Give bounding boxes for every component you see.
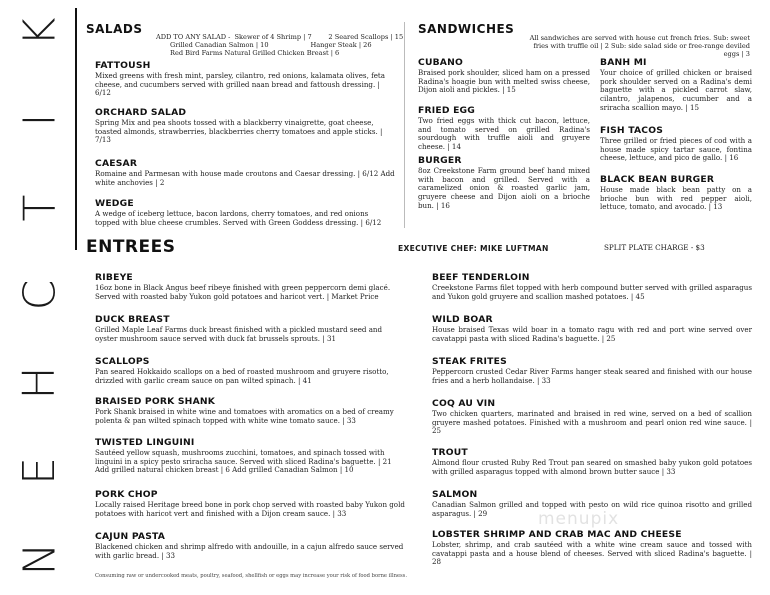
kitchen-letter: H: [14, 366, 65, 400]
entree-item: [432, 398, 752, 436]
entree-name: BRAISED PORK SHANK: [95, 396, 216, 407]
sandwiches-heading: SANDWICHES: [418, 22, 515, 36]
entree-name: RIBEYE: [95, 272, 133, 283]
entree-description: Lobster, shrimp, and crab sautéed with a white wine cream sauce and tossed with cavatappi pasta and a house blend of cheeses. Served with sliced Radina's baguette. | 28: [432, 540, 752, 567]
salad-name: ORCHARD SALAD: [95, 107, 187, 118]
sandwich-name: FRIED EGG: [418, 105, 476, 116]
entree-description: Pork Shank braised in white wine and tomatoes with aromatics on a bed of creamy polenta & pan wilted spinach topped with white wine tomato sauce. | 33: [95, 407, 394, 425]
entree-item: [432, 314, 752, 343]
sandwich-description: Two fried eggs with thick cut bacon, lettuce, and tomato served on grilled Radina's sourdough with truffle aioli and gruyere cheese. | 14: [418, 116, 590, 152]
sandwich-item: [600, 57, 752, 113]
entrees-heading: ENTREES: [86, 237, 176, 257]
sandwich-name: BLACK BEAN BURGER: [600, 174, 715, 185]
entree-item: [95, 272, 405, 301]
entree-item: [95, 489, 405, 518]
entree-name: SCALLOPS: [95, 356, 150, 367]
entree-name: BEEF TENDERLOIN: [432, 272, 530, 283]
sandwich-name: FISH TACOS: [600, 125, 664, 136]
salads-heading: SALADS: [86, 22, 143, 36]
salad-item: [95, 198, 395, 227]
salad-name: CAESAR: [95, 158, 138, 169]
sandwich-item: [418, 155, 590, 211]
kitchen-letter: E: [14, 457, 65, 486]
column-divider-line: [404, 22, 405, 228]
split-plate-charge: SPLIT PLATE CHARGE - $3: [604, 243, 705, 252]
entree-item: [432, 356, 752, 385]
entree-name: CAJUN PASTA: [95, 531, 166, 542]
entree-description: Peppercorn crusted Cedar River Farms hanger steak seared and finished with our house fries and a herb hollandaise. | 33: [432, 367, 752, 385]
kitchen-letter: N: [13, 542, 65, 576]
kitchen-letter: I: [13, 113, 65, 127]
kitchen-letter: T: [13, 194, 65, 222]
entree-item: [95, 314, 405, 343]
entree-item: [95, 396, 405, 425]
kitchen-letter: K: [13, 17, 65, 47]
entree-description: 16oz bone in Black Angus beef ribeye finished with green peppercorn demi glacé. Served with roasted baby Yukon gold potatoes and haricot vert. | Market Price: [95, 283, 391, 301]
salad-item: [95, 60, 395, 98]
entree-item: [432, 529, 752, 567]
salad-description: Spring Mix and pea shoots tossed with a blackberry vinaigrette, goat cheese, toasted almonds, strawberries, blackberries cherry tomatoes and apple sticks. | 7/13: [95, 118, 383, 145]
entree-description: Pan seared Hokkaido scallops on a bed of roasted mushroom and gruyere risotto, drizzled with garlic cream sauce on pan wilted spinach. | 41: [95, 367, 389, 385]
sandwich-item: [418, 57, 590, 95]
entree-name: TROUT: [432, 447, 468, 458]
sandwich-name: BURGER: [418, 155, 462, 166]
salad-item: [95, 158, 395, 187]
kitchen-vertical-title: [13, 0, 65, 595]
entree-description: Grilled Maple Leaf Farms duck breast finished with a pickled mustard seed and oyster mushroom sauce served with duck fat brussels sprouts. | 31: [95, 325, 383, 343]
sandwich-description: Three grilled or fried pieces of cod with a house made spicy tartar sauce, fontina cheese, lettuce, and pico de gallo. | 16: [600, 136, 752, 163]
entree-item: [432, 272, 752, 301]
entree-item: [432, 447, 752, 476]
salad-description: A wedge of iceberg lettuce, bacon lardons, cherry tomatoes, and red onions topped with blue cheese crumbles. Served with Green Goddess dressing. | 6/12: [95, 209, 382, 227]
entree-description: Canadian Salmon grilled and topped with pesto on wild rice quinoa risotto and grilled asparagus. | 29: [432, 500, 752, 518]
sandwich-description: House made black bean patty on a brioche bun with red pepper aioli, lettuce, tomato, and avocado. | 13: [600, 185, 752, 212]
entree-name: TWISTED LINGUINI: [95, 437, 195, 448]
entree-name: STEAK FRITES: [432, 356, 507, 367]
sandwich-description: 8oz Creekstone Farm ground beef hand mixed with bacon and grilled. Served with a caramelized onion & roasted garlic jam, gruyere cheese and Dijon aioli on a brioche bun. | 16: [418, 166, 590, 210]
entree-description: House braised Texas wild boar in a tomato ragu with red and port wine served over cavatappi pasta with sliced Radina's baguette. | 25: [432, 325, 752, 343]
sandwich-item: [418, 105, 590, 152]
sandwich-description: Braised pork shoulder, sliced ham on a pressed Radina's hoagie bun with melted swiss cheese, Dijon aioli and pickles. | 15: [418, 68, 590, 95]
entree-description: Blackened chicken and shrimp alfredo with andouille, in a cajun alfredo sauce served with garlic bread. | 33: [95, 542, 404, 560]
entree-name: PORK CHOP: [95, 489, 158, 500]
salads-add-ons: [156, 33, 404, 58]
sandwich-description: Your choice of grilled chicken or braised pork shoulder served on a Radina's demi baguette with a pickled carrot slaw, cilantro, jalapenos, cucumber and a sriracha scallion mayo. | 15: [600, 68, 752, 112]
entree-name: LOBSTER SHRIMP AND CRAB MAC AND CHEESE: [432, 529, 682, 540]
entree-description: Sautéed yellow squash, mushrooms zucchini, tomatoes, and spinach tossed with linguini in a spicy pesto sriracha sauce. Served with sliced Radina's baguette. | 21 Add grilled natural chicken breast | 6 Add grilled Canadian Salmon | 10: [95, 448, 392, 475]
sandwich-item: [600, 125, 752, 163]
entree-item: [95, 356, 405, 385]
kitchen-divider-line: [75, 8, 77, 250]
entree-description: Locally raised Heritage breed bone in pork chop served with roasted baby Yukon gold potatoes with haricot vert and finished with a Dijon cream sauce. | 33: [95, 500, 405, 518]
sandwich-item: [600, 174, 752, 212]
salad-name: WEDGE: [95, 198, 134, 209]
watermark: menupix: [538, 509, 620, 529]
entree-description: Creekstone Farms filet topped with herb compound butter served with grilled asparagus and Yukon gold gruyere and scallion mashed potatoes. | 45: [432, 283, 752, 301]
sandwich-name: BANH MI: [600, 57, 647, 68]
entree-name: SALMON: [432, 489, 478, 500]
entree-item: [95, 531, 405, 560]
sandwiches-note: All sandwiches are served with house cut french fries. Sub: sweet fries with truffle oil | 2 Sub: side salad side or free-range deviled eggs | 3: [529, 34, 750, 59]
salads-add-ons-line: ADD TO ANY SALAD - Skewer of 4 Shrimp | 7 2 Seared Scallops | 15: [156, 33, 404, 41]
salad-item: [95, 107, 395, 145]
entree-item: [95, 437, 405, 475]
entree-name: WILD BOAR: [432, 314, 493, 325]
salads-add-ons-line: Red Bird Farms Natural Grilled Chicken Breast | 6: [170, 49, 340, 58]
salad-description: Mixed greens with fresh mint, parsley, cilantro, red onions, kalamata olives, feta cheese, and cucumbers served with grilled naan bread and fattoush dressing. | 6/12: [95, 71, 385, 98]
kitchen-letter: C: [13, 280, 65, 311]
entree-name: DUCK BREAST: [95, 314, 170, 325]
salad-name: FATTOUSH: [95, 60, 151, 71]
salads-add-ons-line: Grilled Canadian Salmon | 10 Hanger Steak | 26: [170, 41, 372, 50]
sandwich-name: CUBANO: [418, 57, 464, 68]
entree-description: Two chicken quarters, marinated and braised in red wine, served on a bed of scallion gruyere mashed potatoes. Finished with a mushroom and pearl onion red wine sauce. | 25: [432, 409, 752, 436]
salad-description: Romaine and Parmesan with house made croutons and Caesar dressing. | 6/12 Add white anchovies | 2: [95, 169, 395, 187]
food-safety-note: Consuming raw or undercooked meats, poultry, seafood, shellfish or eggs may increase your risk of food borne illness.: [95, 573, 407, 579]
entree-name: COQ AU VIN: [432, 398, 496, 409]
entree-description: Almond flour crusted Ruby Red Trout pan seared on smashed baby yukon gold potatoes with grilled asparagus topped with almond brown butter sauce | 33: [432, 458, 752, 476]
executive-chef: EXECUTIVE CHEF: MIKE LUFTMAN: [398, 244, 549, 253]
